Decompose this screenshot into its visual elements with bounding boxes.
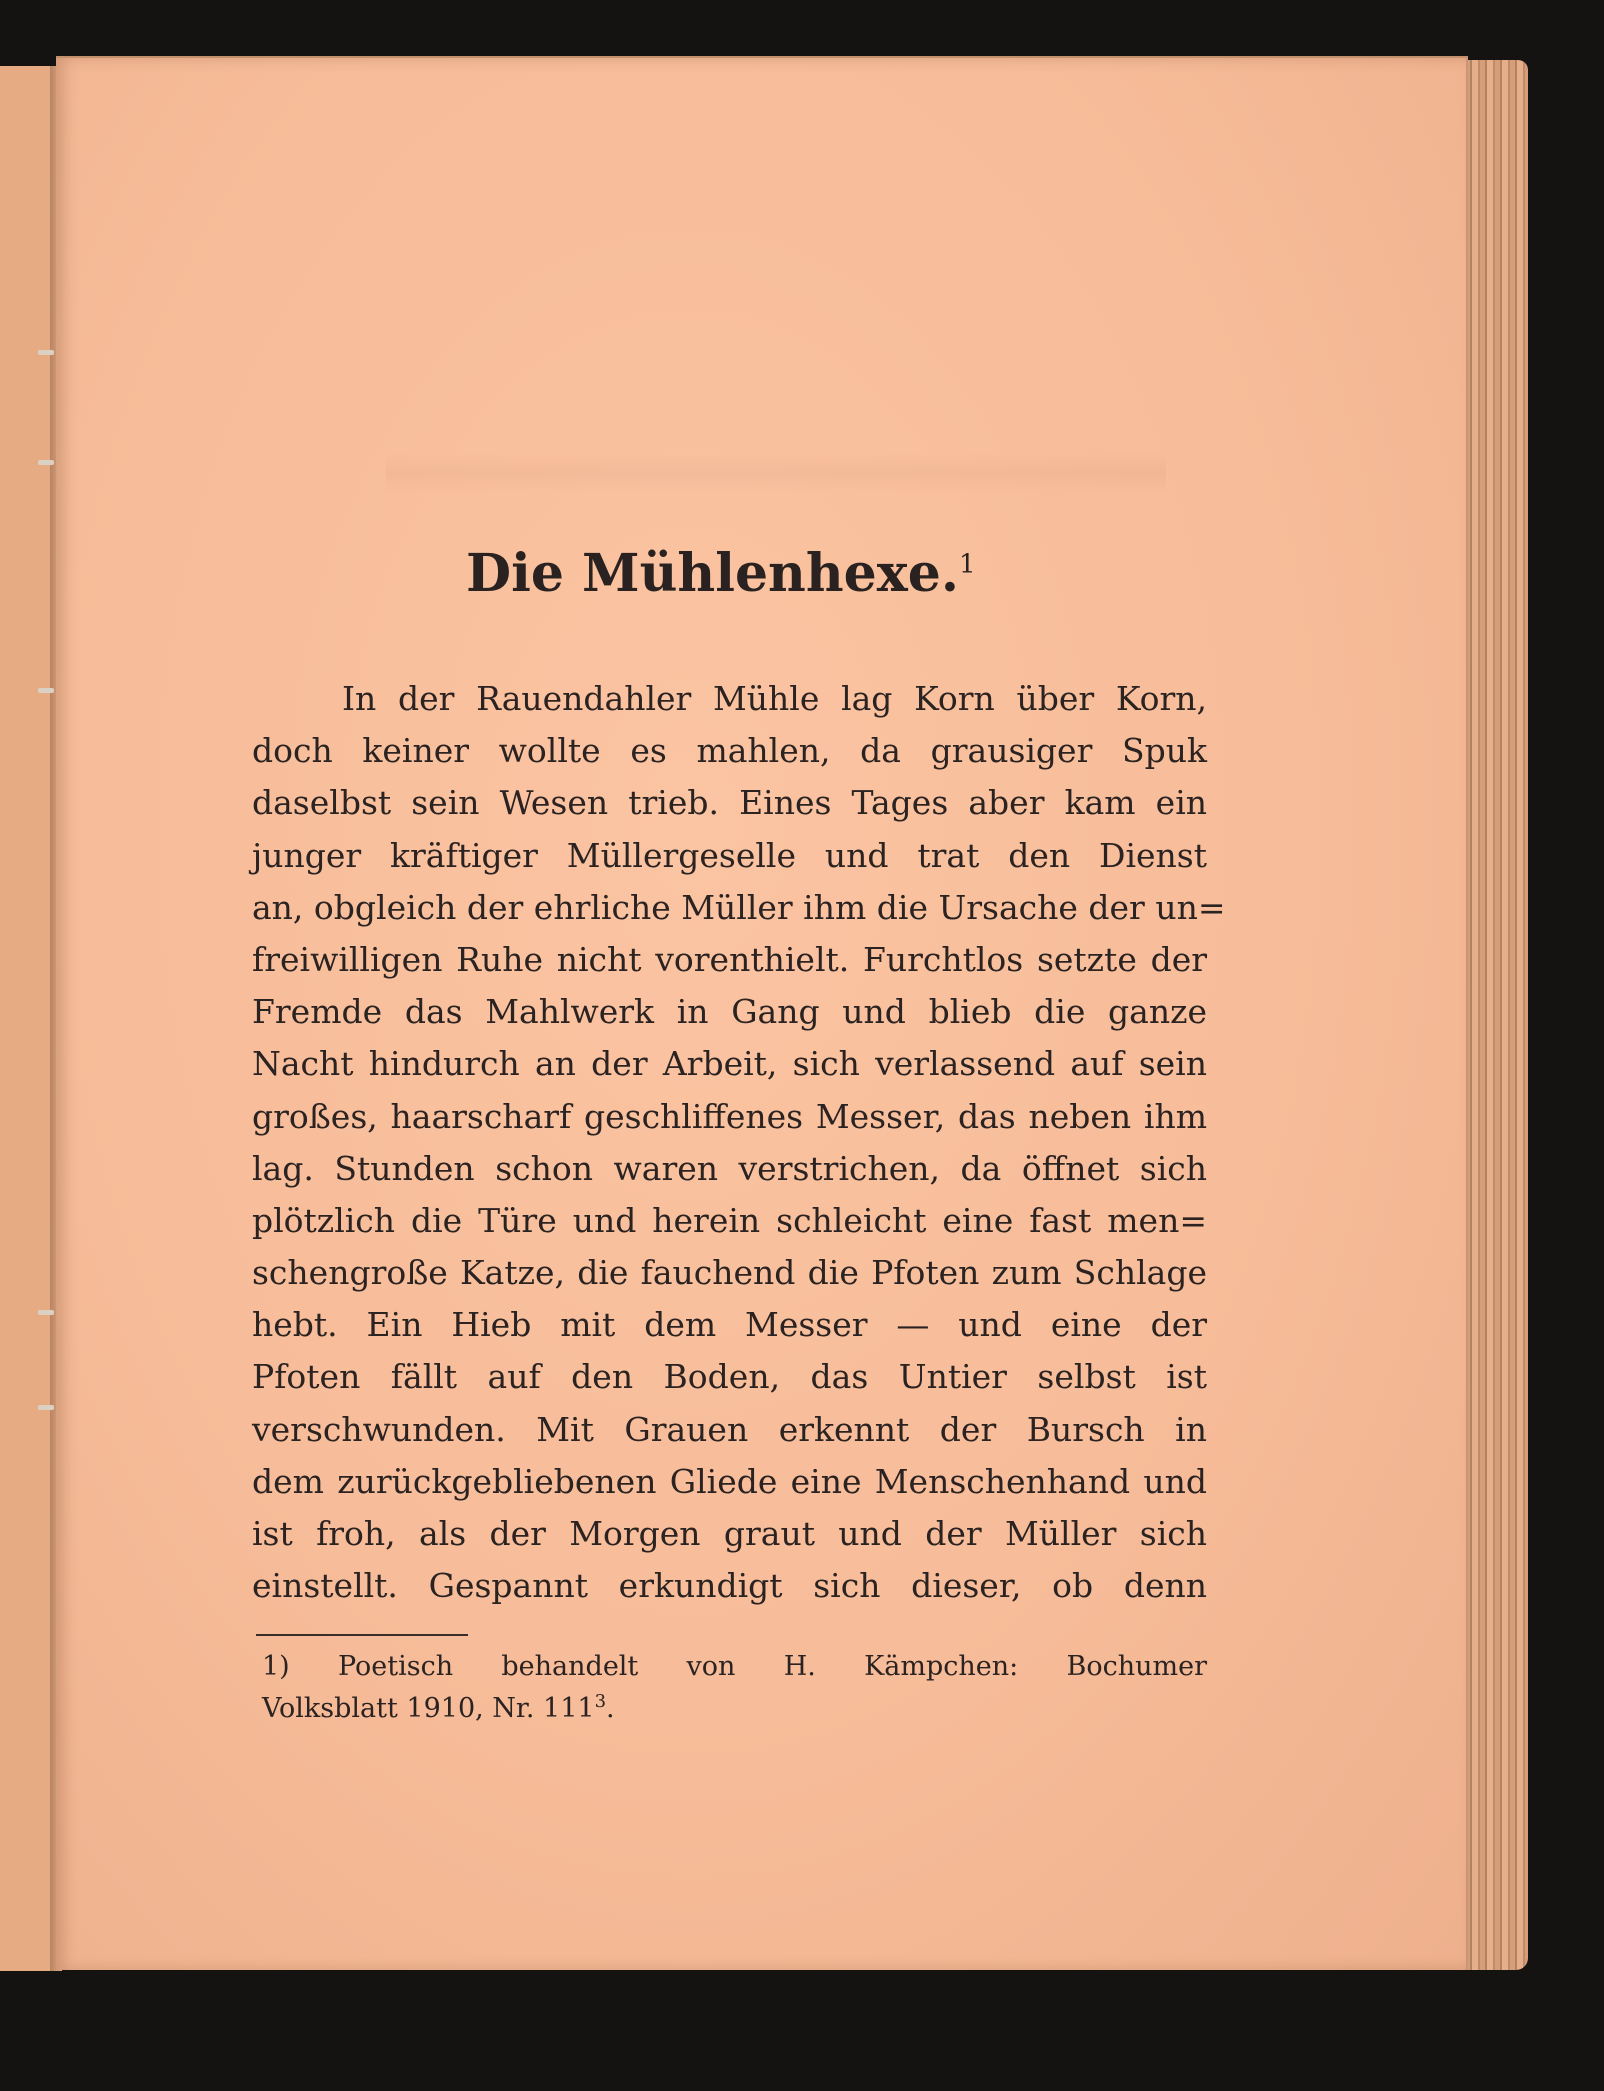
binding-stitch xyxy=(38,1405,54,1410)
body-line: junger kräftiger Müllergeselle und trat den Dienst xyxy=(252,835,1207,875)
body-line: In der Rauendahler Mühle lag Korn über Korn, xyxy=(342,679,1207,718)
body-line: schengroße Katze, die fauchend die Pfoten zum Schlage xyxy=(252,1253,1207,1293)
body-line: daselbst sein Wesen trieb. Eines Tages aber kam ein xyxy=(252,783,1207,823)
chapter-title xyxy=(466,544,1026,604)
body-line: doch keiner wollte es mahlen, da grausiger Spuk xyxy=(252,731,1207,771)
binding-stitch xyxy=(38,350,54,355)
body-line: großes, haarscharf geschliffenes Messer, das neben ihm xyxy=(252,1096,1207,1136)
title-footnote-marker: 1 xyxy=(958,549,976,580)
body-line: Pfoten fällt auf den Boden, das Untier selbst ist xyxy=(252,1357,1207,1397)
footnote xyxy=(262,1646,1207,1730)
body-line: dem zurückgebliebenen Gliede eine Menschenhand und xyxy=(252,1461,1207,1501)
body-line: hebt. Ein Hieb mit dem Messer — und eine der xyxy=(252,1305,1207,1345)
binding-stitch xyxy=(38,688,54,693)
footnote-line-2 xyxy=(262,1688,1207,1730)
body-line: plötzlich die Türe und herein schleicht eine fast men= xyxy=(252,1200,1207,1240)
body-line: lag. Stunden schon waren verstrichen, da öffnet sich xyxy=(252,1148,1207,1188)
footnote-citation: Volksblatt 1910, Nr. 111 xyxy=(262,1693,595,1724)
book-page xyxy=(56,56,1468,1970)
footnote-superscript: 3 xyxy=(594,1691,607,1712)
body-line: einstellt. Gespannt erkundigt sich dieser, ob denn xyxy=(252,1566,1207,1606)
footnote-divider xyxy=(256,1634,468,1636)
binding-stitch xyxy=(38,1310,54,1315)
body-paragraph xyxy=(252,673,1226,1612)
footnote-period: . xyxy=(606,1693,615,1724)
body-line: freiwilligen Ruhe nicht vorenthielt. Furchtlos setzte der xyxy=(252,939,1207,979)
body-line: verschwunden. Mit Grauen erkennt der Bursch in xyxy=(252,1409,1207,1449)
chapter-title-text: Die Mühlenhexe. xyxy=(466,543,959,604)
body-line: an, obgleich der ehrliche Müller ihm die Ursache der un= xyxy=(252,887,1226,927)
body-line: Nacht hindurch an der Arbeit, sich verlassend auf sein xyxy=(252,1044,1207,1084)
body-line: ist froh, als der Morgen graut und der Müller sich xyxy=(252,1514,1207,1553)
body-line: Fremde das Mahlwerk in Gang und blieb die ganze xyxy=(252,992,1207,1032)
footnote-line-1: 1) Poetisch behandelt von H. Kämpchen: Bochumer xyxy=(262,1651,1207,1682)
binding-stitch xyxy=(38,460,54,465)
paper-crease xyxy=(386,453,1166,493)
